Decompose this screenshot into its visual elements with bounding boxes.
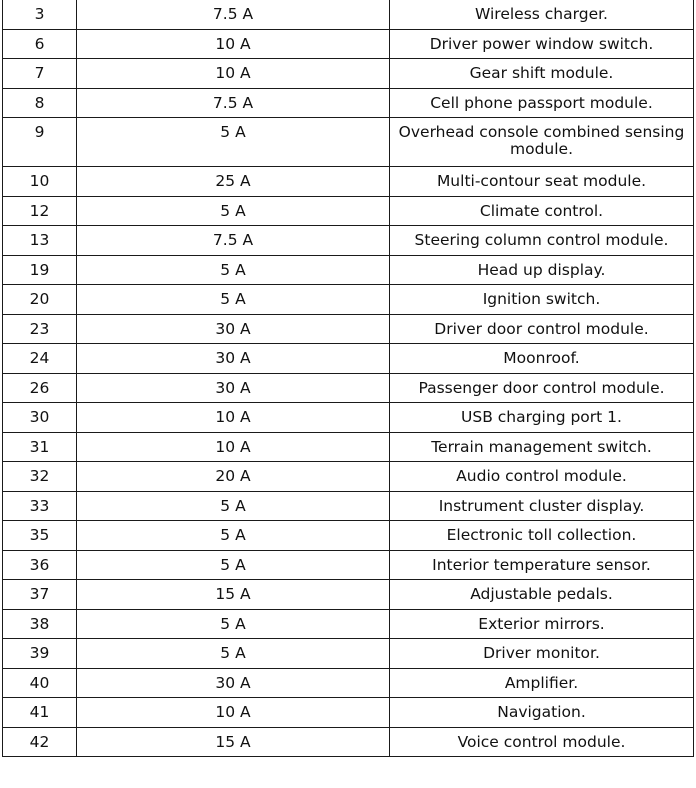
fuse-rating: 5 A: [77, 285, 390, 315]
fuse-number: 7: [3, 59, 77, 89]
table-row: [3, 167, 694, 197]
table-row: [3, 668, 694, 698]
fuse-number: 12: [3, 196, 77, 226]
fuse-number: 20: [3, 285, 77, 315]
fuse-rating: 30 A: [77, 668, 390, 698]
fuse-rating: 7.5 A: [77, 226, 390, 256]
fuse-rating: 5 A: [77, 196, 390, 226]
table-row: [3, 521, 694, 551]
table-row: [3, 373, 694, 403]
fuse-number: 3: [3, 0, 77, 29]
fuse-description: Passenger door control module.: [390, 373, 694, 403]
fuse-rating: 5 A: [77, 255, 390, 285]
fuse-description: Adjustable pedals.: [390, 580, 694, 610]
fuse-rating: 5 A: [77, 639, 390, 669]
fuse-description: Driver power window switch.: [390, 29, 694, 59]
fuse-table-body: [3, 0, 694, 757]
fuse-rating: 25 A: [77, 167, 390, 197]
fuse-description: Audio control module.: [390, 462, 694, 492]
table-row: [3, 29, 694, 59]
fuse-number: 40: [3, 668, 77, 698]
fuse-description: Ignition switch.: [390, 285, 694, 315]
fuse-rating: 10 A: [77, 29, 390, 59]
fuse-description: Exterior mirrors.: [390, 609, 694, 639]
table-row: [3, 550, 694, 580]
fuse-rating: 15 A: [77, 580, 390, 610]
table-row: [3, 698, 694, 728]
fuse-number: 39: [3, 639, 77, 669]
fuse-rating: 7.5 A: [77, 88, 390, 118]
fuse-rating: 10 A: [77, 698, 390, 728]
table-row: [3, 639, 694, 669]
fuse-number: 30: [3, 403, 77, 433]
table-row: [3, 59, 694, 89]
fuse-number: 24: [3, 344, 77, 374]
table-row: [3, 432, 694, 462]
fuse-rating: 20 A: [77, 462, 390, 492]
fuse-description: Wireless charger.: [390, 0, 694, 29]
fuse-number: 19: [3, 255, 77, 285]
fuse-number: 33: [3, 491, 77, 521]
table-row: [3, 727, 694, 757]
fuse-description: Instrument cluster display.: [390, 491, 694, 521]
fuse-description: Voice control module.: [390, 727, 694, 757]
table-row: [3, 226, 694, 256]
table-row: [3, 88, 694, 118]
fuse-number: 42: [3, 727, 77, 757]
table-row: [3, 344, 694, 374]
fuse-description: Driver monitor.: [390, 639, 694, 669]
fuse-number: 35: [3, 521, 77, 551]
fuse-rating: 10 A: [77, 432, 390, 462]
fuse-description: Cell phone passport module.: [390, 88, 694, 118]
table-row: [3, 196, 694, 226]
table-row: [3, 491, 694, 521]
fuse-description: Gear shift module.: [390, 59, 694, 89]
fuse-description: Head up display.: [390, 255, 694, 285]
fuse-rating: 30 A: [77, 373, 390, 403]
fuse-rating: 5 A: [77, 118, 390, 167]
fuse-description: Interior temperature sensor.: [390, 550, 694, 580]
fuse-description: Driver door control module.: [390, 314, 694, 344]
fuse-rating: 5 A: [77, 609, 390, 639]
fuse-rating: 5 A: [77, 521, 390, 551]
fuse-description: Multi-contour seat module.: [390, 167, 694, 197]
fuse-rating: 30 A: [77, 314, 390, 344]
table-row: [3, 609, 694, 639]
fuse-number: 26: [3, 373, 77, 403]
fuse-number: 6: [3, 29, 77, 59]
table-row: [3, 462, 694, 492]
fuse-description: Overhead console combined sensing module.: [390, 118, 694, 167]
fuse-rating: 10 A: [77, 59, 390, 89]
fuse-description: Amplifier.: [390, 668, 694, 698]
table-row: [3, 580, 694, 610]
fuse-rating: 5 A: [77, 491, 390, 521]
fuse-number: 10: [3, 167, 77, 197]
fuse-number: 9: [3, 118, 77, 167]
table-row: [3, 285, 694, 315]
fuse-description: Steering column control module.: [390, 226, 694, 256]
fuse-description: Climate control.: [390, 196, 694, 226]
fuse-description: USB charging port 1.: [390, 403, 694, 433]
fuse-description: Electronic toll collection.: [390, 521, 694, 551]
fuse-description: Navigation.: [390, 698, 694, 728]
fuse-description: Terrain management switch.: [390, 432, 694, 462]
fuse-rating: 30 A: [77, 344, 390, 374]
fuse-rating: 10 A: [77, 403, 390, 433]
fuse-number: 31: [3, 432, 77, 462]
fuse-rating: 7.5 A: [77, 0, 390, 29]
table-row: [3, 118, 694, 167]
fuse-number: 37: [3, 580, 77, 610]
fuse-description: Moonroof.: [390, 344, 694, 374]
fuse-number: 36: [3, 550, 77, 580]
fuse-table: [2, 0, 694, 757]
fuse-number: 8: [3, 88, 77, 118]
table-row: [3, 255, 694, 285]
fuse-rating: 15 A: [77, 727, 390, 757]
fuse-number: 32: [3, 462, 77, 492]
fuse-rating: 5 A: [77, 550, 390, 580]
fuse-number: 41: [3, 698, 77, 728]
table-row: [3, 0, 694, 29]
table-row: [3, 403, 694, 433]
fuse-number: 13: [3, 226, 77, 256]
fuse-number: 23: [3, 314, 77, 344]
table-row: [3, 314, 694, 344]
fuse-number: 38: [3, 609, 77, 639]
